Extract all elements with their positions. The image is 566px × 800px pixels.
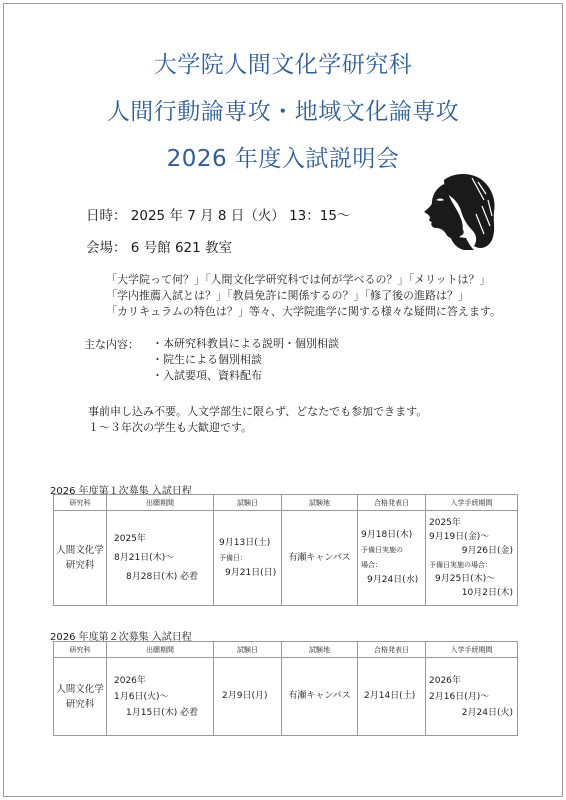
header-dept: 研究科 xyxy=(54,495,107,511)
schedule-1-table xyxy=(53,494,518,606)
table-row xyxy=(54,658,518,736)
title-line-3: 2026 年度入試説明会 xyxy=(166,146,400,172)
face-silhouette-logo-icon xyxy=(414,170,498,252)
cell-dept: 人間文化学 研究科 xyxy=(54,658,107,736)
intro-line: 「学内推薦入試とは？」「教員免許に関係するの？」「修了後の進路は？」 xyxy=(106,289,469,302)
schedule-2-table xyxy=(53,641,518,736)
contents-list xyxy=(152,336,339,384)
contents-label: 主な内容： xyxy=(84,338,139,351)
contents-item: ・院生による個別相談 xyxy=(152,353,262,366)
note-line: １〜３年次の学生も大歓迎です。 xyxy=(88,421,253,434)
header-result: 合格発表日 xyxy=(358,495,426,511)
title-line-1: 大学院人間文化学研究科 xyxy=(153,52,413,78)
header-result: 合格発表日 xyxy=(358,642,426,658)
cell-location: 有瀬キャンパス xyxy=(282,658,358,736)
title-line-2: 人間行動論専攻・地域文化論専攻 xyxy=(106,99,460,125)
header-exam: 試験日 xyxy=(214,642,282,658)
header-application: 出願期間 xyxy=(107,495,214,511)
intro-line: 「大学院って何？」「人間文化学研究科では何が学べるの？」「メリットは？」 xyxy=(106,273,491,286)
event-venue: 会場： 6 号館 621 教室 xyxy=(86,240,233,256)
cell-application: 2025年 8月21日(木)〜 8月28日(木) 必着 xyxy=(107,511,214,606)
header-dept: 研究科 xyxy=(54,642,107,658)
header-location: 試験地 xyxy=(282,495,358,511)
table-header-row xyxy=(54,642,518,658)
schedule-2-title: 2026 年度第２次募集 入試日程 xyxy=(50,632,192,643)
cell-location: 有瀬キャンパス xyxy=(282,511,358,606)
cell-result: 2月14日(土) xyxy=(358,658,426,736)
contents-item: ・入試要項、資料配布 xyxy=(152,369,262,382)
cell-exam: 9月13日(土) 予備日： 9月21日(日) xyxy=(214,511,282,606)
event-date: 日時： 2025 年 7 月 8 日（火） 13：15〜 xyxy=(86,208,351,224)
contents-item: ・本研究科教員による説明・個別相談 xyxy=(152,337,339,350)
header-enrollment: 入学手続期間 xyxy=(426,495,518,511)
header-application: 出願期間 xyxy=(107,642,214,658)
cell-enrollment: 2026年 2月16日(月)〜 2月24日(火) xyxy=(426,658,518,736)
cell-exam: 2月9日(月) xyxy=(214,658,282,736)
header-exam: 試験日 xyxy=(214,495,282,511)
cell-result: 9月18日(木) 予備日実施の 場合： 9月24日(水) xyxy=(358,511,426,606)
cell-application: 2026年 1月6日(火)〜 1月15日(木) 必着 xyxy=(107,658,214,736)
note-line: 事前申し込み不要。人文学部生に限らず、どなたでも参加できます。 xyxy=(88,405,428,418)
header-location: 試験地 xyxy=(282,642,358,658)
cell-dept: 人間文化学 研究科 xyxy=(54,511,107,606)
schedule-1-title: 2026 年度第１次募集 入試日程 xyxy=(50,486,192,497)
intro-line: 「カリキュラムの特色は？」等々、大学院進学に関する様々な疑問に答えます。 xyxy=(106,305,502,318)
cell-enrollment: 2025年 9月19日(金)〜 9月26日(金) 予備日実施の場合： 9月25日(木)〜 10月2日(木) xyxy=(426,511,518,606)
table-row xyxy=(54,511,518,606)
table-header-row xyxy=(54,495,518,511)
header-enrollment: 入学手続期間 xyxy=(426,642,518,658)
